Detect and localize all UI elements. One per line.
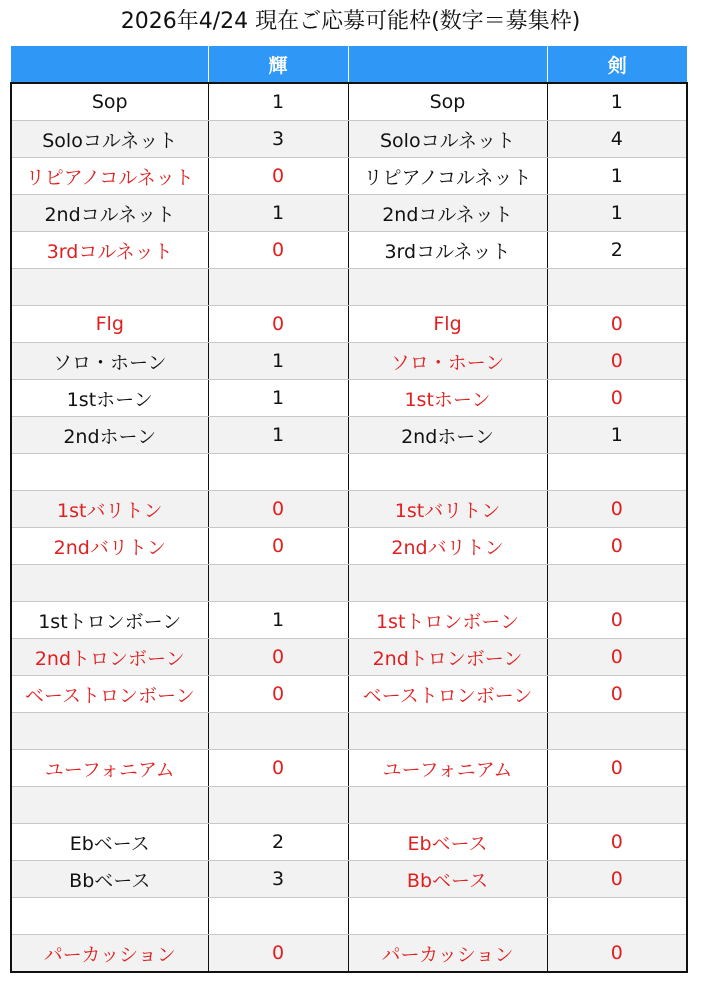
part-name-a: ベーストロンボーン	[11, 676, 208, 713]
part-name-b: 1stホーン	[348, 380, 547, 417]
count-a	[208, 713, 348, 750]
table-row	[11, 417, 687, 454]
part-name-b: Soloコルネット	[348, 121, 547, 158]
count-a	[208, 898, 348, 935]
part-name-b	[348, 269, 547, 306]
count-b	[547, 713, 687, 750]
part-name-b: ベーストロンボーン	[348, 676, 547, 713]
table-row	[11, 343, 687, 380]
table-row	[11, 269, 687, 306]
count-b	[547, 898, 687, 935]
count-b: 0	[547, 306, 687, 343]
count-b: 0	[547, 861, 687, 898]
table-row	[11, 676, 687, 713]
header-band-b: 剣	[547, 46, 687, 83]
count-a: 0	[208, 232, 348, 269]
part-name-a: 3rdコルネット	[11, 232, 208, 269]
part-name-a: ユーフォニアム	[11, 750, 208, 787]
table-row	[11, 787, 687, 824]
page-title: 2026年4/24 現在ご応募可能枠(数字＝募集枠)	[120, 9, 581, 34]
part-name-b: 1stバリトン	[348, 491, 547, 528]
count-a	[208, 269, 348, 306]
part-name-a: ソロ・ホーン	[11, 343, 208, 380]
count-a: 0	[208, 491, 348, 528]
count-a: 0	[208, 750, 348, 787]
part-name-b: ユーフォニアム	[348, 750, 547, 787]
table-row	[11, 639, 687, 676]
part-name-a: Soloコルネット	[11, 121, 208, 158]
count-b: 0	[547, 639, 687, 676]
header-part-b	[348, 46, 547, 83]
part-name-a: リピアノコルネット	[11, 158, 208, 195]
part-name-b: ソロ・ホーン	[348, 343, 547, 380]
table-row	[11, 232, 687, 269]
count-a: 0	[208, 528, 348, 565]
count-b: 1	[547, 83, 687, 121]
header-band-a: 輝	[208, 46, 348, 83]
table-row	[11, 824, 687, 861]
part-name-b: Ebベース	[348, 824, 547, 861]
part-name-a: パーカッション	[11, 935, 208, 973]
part-name-b: Sop	[348, 83, 547, 121]
part-name-b: 3rdコルネット	[348, 232, 547, 269]
count-a: 0	[208, 639, 348, 676]
table-row	[11, 306, 687, 343]
part-name-b	[348, 787, 547, 824]
count-b	[547, 269, 687, 306]
table-row	[11, 195, 687, 232]
part-name-a: 1stホーン	[11, 380, 208, 417]
part-name-b: Bbベース	[348, 861, 547, 898]
count-b: 1	[547, 417, 687, 454]
count-b: 0	[547, 602, 687, 639]
count-b: 0	[547, 528, 687, 565]
count-a: 1	[208, 195, 348, 232]
count-a: 0	[208, 676, 348, 713]
count-b: 0	[547, 343, 687, 380]
part-name-a: 2ndバリトン	[11, 528, 208, 565]
table-row	[11, 454, 687, 491]
count-b	[547, 565, 687, 602]
table-row	[11, 158, 687, 195]
part-name-b: リピアノコルネット	[348, 158, 547, 195]
count-a: 1	[208, 343, 348, 380]
table-row	[11, 861, 687, 898]
count-a	[208, 454, 348, 491]
part-name-a	[11, 898, 208, 935]
count-b: 0	[547, 676, 687, 713]
count-b: 0	[547, 935, 687, 973]
count-a: 1	[208, 380, 348, 417]
count-b: 0	[547, 491, 687, 528]
part-name-a	[11, 565, 208, 602]
part-name-b: Flg	[348, 306, 547, 343]
part-name-b: 2ndトロンボーン	[348, 639, 547, 676]
part-name-b	[348, 565, 547, 602]
part-name-b	[348, 898, 547, 935]
table-row	[11, 380, 687, 417]
table-row	[11, 713, 687, 750]
count-a: 3	[208, 861, 348, 898]
part-name-a: Ebベース	[11, 824, 208, 861]
table-row	[11, 528, 687, 565]
count-a	[208, 787, 348, 824]
count-a: 0	[208, 935, 348, 973]
count-a	[208, 565, 348, 602]
table-row	[11, 750, 687, 787]
count-a: 0	[208, 306, 348, 343]
count-a: 1	[208, 602, 348, 639]
table-row	[11, 491, 687, 528]
part-name-a: Flg	[11, 306, 208, 343]
count-b: 0	[547, 750, 687, 787]
table-row	[11, 121, 687, 158]
part-name-a: Sop	[11, 83, 208, 121]
header-part-a	[11, 46, 208, 83]
count-a: 2	[208, 824, 348, 861]
table-row	[11, 935, 687, 973]
part-name-a	[11, 713, 208, 750]
part-name-b	[348, 713, 547, 750]
availability-table	[10, 46, 688, 973]
part-name-a	[11, 787, 208, 824]
part-name-a: 1stトロンボーン	[11, 602, 208, 639]
part-name-b: 2ndバリトン	[348, 528, 547, 565]
table-row	[11, 898, 687, 935]
part-name-a	[11, 269, 208, 306]
table-row	[11, 83, 687, 121]
count-b: 2	[547, 232, 687, 269]
table-row	[11, 602, 687, 639]
table-row	[11, 565, 687, 602]
count-a: 1	[208, 417, 348, 454]
count-a: 1	[208, 83, 348, 121]
count-a: 0	[208, 158, 348, 195]
part-name-b: パーカッション	[348, 935, 547, 973]
count-b	[547, 787, 687, 824]
count-b	[547, 454, 687, 491]
part-name-a: 2ndコルネット	[11, 195, 208, 232]
count-b: 4	[547, 121, 687, 158]
part-name-a	[11, 454, 208, 491]
count-b: 0	[547, 824, 687, 861]
part-name-a: Bbベース	[11, 861, 208, 898]
count-b: 1	[547, 158, 687, 195]
part-name-b: 2ndホーン	[348, 417, 547, 454]
count-a: 3	[208, 121, 348, 158]
part-name-a: 1stバリトン	[11, 491, 208, 528]
part-name-b: 1stトロンボーン	[348, 602, 547, 639]
table-header-row	[11, 46, 687, 83]
count-b: 1	[547, 195, 687, 232]
count-b: 0	[547, 380, 687, 417]
table-body	[11, 83, 687, 972]
part-name-b: 2ndコルネット	[348, 195, 547, 232]
part-name-b	[348, 454, 547, 491]
part-name-a: 2ndホーン	[11, 417, 208, 454]
part-name-a: 2ndトロンボーン	[11, 639, 208, 676]
